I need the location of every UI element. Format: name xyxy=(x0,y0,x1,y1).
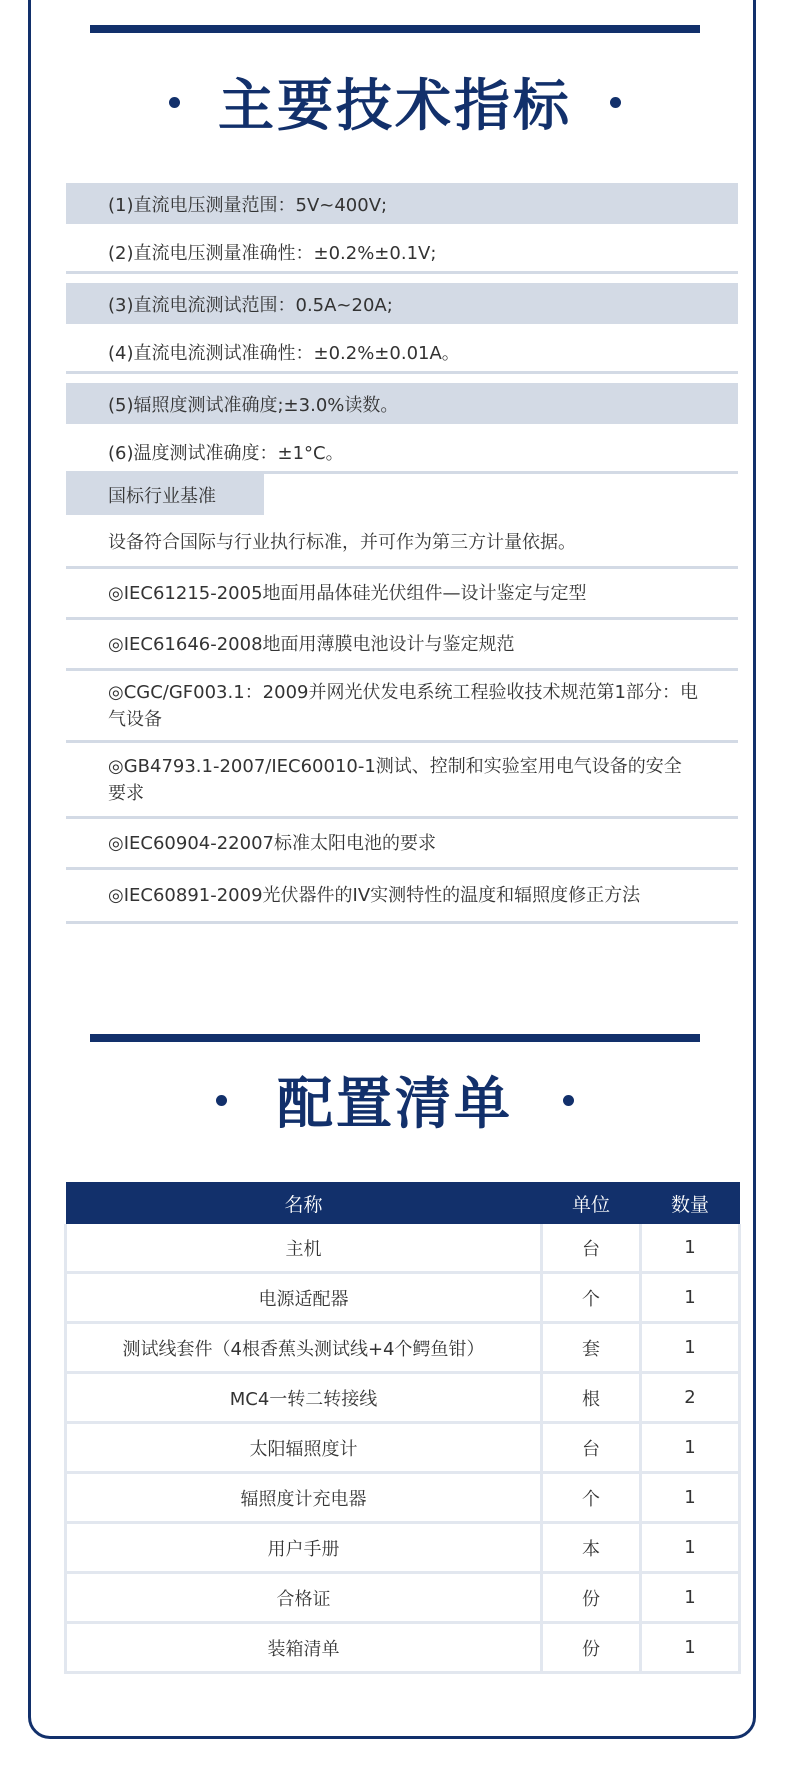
item-qty: 1 xyxy=(641,1523,740,1573)
table-row xyxy=(66,1273,740,1323)
item-unit: 本 xyxy=(542,1523,641,1573)
section-divider-bar xyxy=(90,25,700,33)
table-row xyxy=(66,1473,740,1523)
bullet-dot-icon xyxy=(216,1095,227,1106)
table-row xyxy=(66,1373,740,1423)
spec-row: (1)直流电压测量范围：5V~400V; xyxy=(66,183,738,224)
bullet-dot-icon xyxy=(169,97,180,108)
column-header-name: 名称 xyxy=(66,1182,542,1224)
standard-item: ◎CGC/GF003.1：2009并网光伏发电系统工程验收技术规范第1部分：电气设备 xyxy=(66,671,738,743)
standard-item: ◎IEC61215-2005地面用晶体硅光伏组件—设计鉴定与定型 xyxy=(66,569,738,620)
standard-item: ◎IEC61646-2008地面用薄膜电池设计与鉴定规范 xyxy=(66,620,738,671)
spec-row: (5)辐照度测试准确度;±3.0%读数。 xyxy=(66,383,738,424)
standard-item: ◎IEC60904-22007标准太阳电池的要求 xyxy=(66,819,738,870)
item-qty: 1 xyxy=(641,1573,740,1623)
spec-row: (4)直流电流测试准确性：±0.2%±0.01A。 xyxy=(66,333,738,374)
item-name: MC4一转二转接线 xyxy=(66,1373,542,1423)
section-title: 主要技术指标 xyxy=(218,74,572,139)
section-heading-specs xyxy=(0,62,790,142)
item-qty: 1 xyxy=(641,1623,740,1673)
item-unit: 个 xyxy=(542,1273,641,1323)
item-name: 合格证 xyxy=(66,1573,542,1623)
item-unit: 台 xyxy=(542,1224,641,1273)
table-row xyxy=(66,1573,740,1623)
item-unit: 个 xyxy=(542,1473,641,1523)
config-table xyxy=(64,1182,741,1674)
standard-item: ◎IEC60891-2009光伏器件的IV实测特性的温度和辐照度修正方法 xyxy=(66,870,738,924)
specs-list xyxy=(66,183,738,924)
section-heading-config xyxy=(0,1060,790,1140)
item-unit: 台 xyxy=(542,1423,641,1473)
item-name: 装箱清单 xyxy=(66,1623,542,1673)
standards-intro: 设备符合国际与行业执行标准，并可作为第三方计量依据。 xyxy=(66,515,738,569)
table-row xyxy=(66,1523,740,1573)
table-row xyxy=(66,1323,740,1373)
item-unit: 份 xyxy=(542,1623,641,1673)
table-row xyxy=(66,1623,740,1673)
column-header-unit: 单位 xyxy=(542,1182,641,1224)
spec-row: (3)直流电流测试范围：0.5A~20A; xyxy=(66,283,738,324)
item-name: 用户手册 xyxy=(66,1523,542,1573)
spec-row: (6)温度测试准确度：±1°C。 xyxy=(66,433,738,474)
item-name: 测试线套件（4根香蕉头测试线+4个鳄鱼钳） xyxy=(66,1323,542,1373)
bullet-dot-icon xyxy=(563,1095,574,1106)
standards-label: 国标行业基准 xyxy=(66,474,264,515)
item-qty: 1 xyxy=(641,1323,740,1373)
section-divider-bar xyxy=(90,1034,700,1042)
item-qty: 2 xyxy=(641,1373,740,1423)
section-title: 配置清单 xyxy=(277,1072,513,1137)
item-unit: 套 xyxy=(542,1323,641,1373)
spec-row: (2)直流电压测量准确性：±0.2%±0.1V; xyxy=(66,233,738,274)
item-unit: 份 xyxy=(542,1573,641,1623)
item-qty: 1 xyxy=(641,1224,740,1273)
table-row xyxy=(66,1423,740,1473)
column-header-qty: 数量 xyxy=(641,1182,740,1224)
item-name: 辐照度计充电器 xyxy=(66,1473,542,1523)
item-qty: 1 xyxy=(641,1423,740,1473)
item-name: 电源适配器 xyxy=(66,1273,542,1323)
item-unit: 根 xyxy=(542,1373,641,1423)
bullet-dot-icon xyxy=(610,97,621,108)
table-header-row xyxy=(66,1182,740,1224)
standard-item: ◎GB4793.1-2007/IEC60010-1测试、控制和实验室用电气设备的安全要求 xyxy=(66,743,738,819)
item-qty: 1 xyxy=(641,1273,740,1323)
item-qty: 1 xyxy=(641,1473,740,1523)
table-row xyxy=(66,1224,740,1273)
item-name: 太阳辐照度计 xyxy=(66,1423,542,1473)
item-name: 主机 xyxy=(66,1224,542,1273)
